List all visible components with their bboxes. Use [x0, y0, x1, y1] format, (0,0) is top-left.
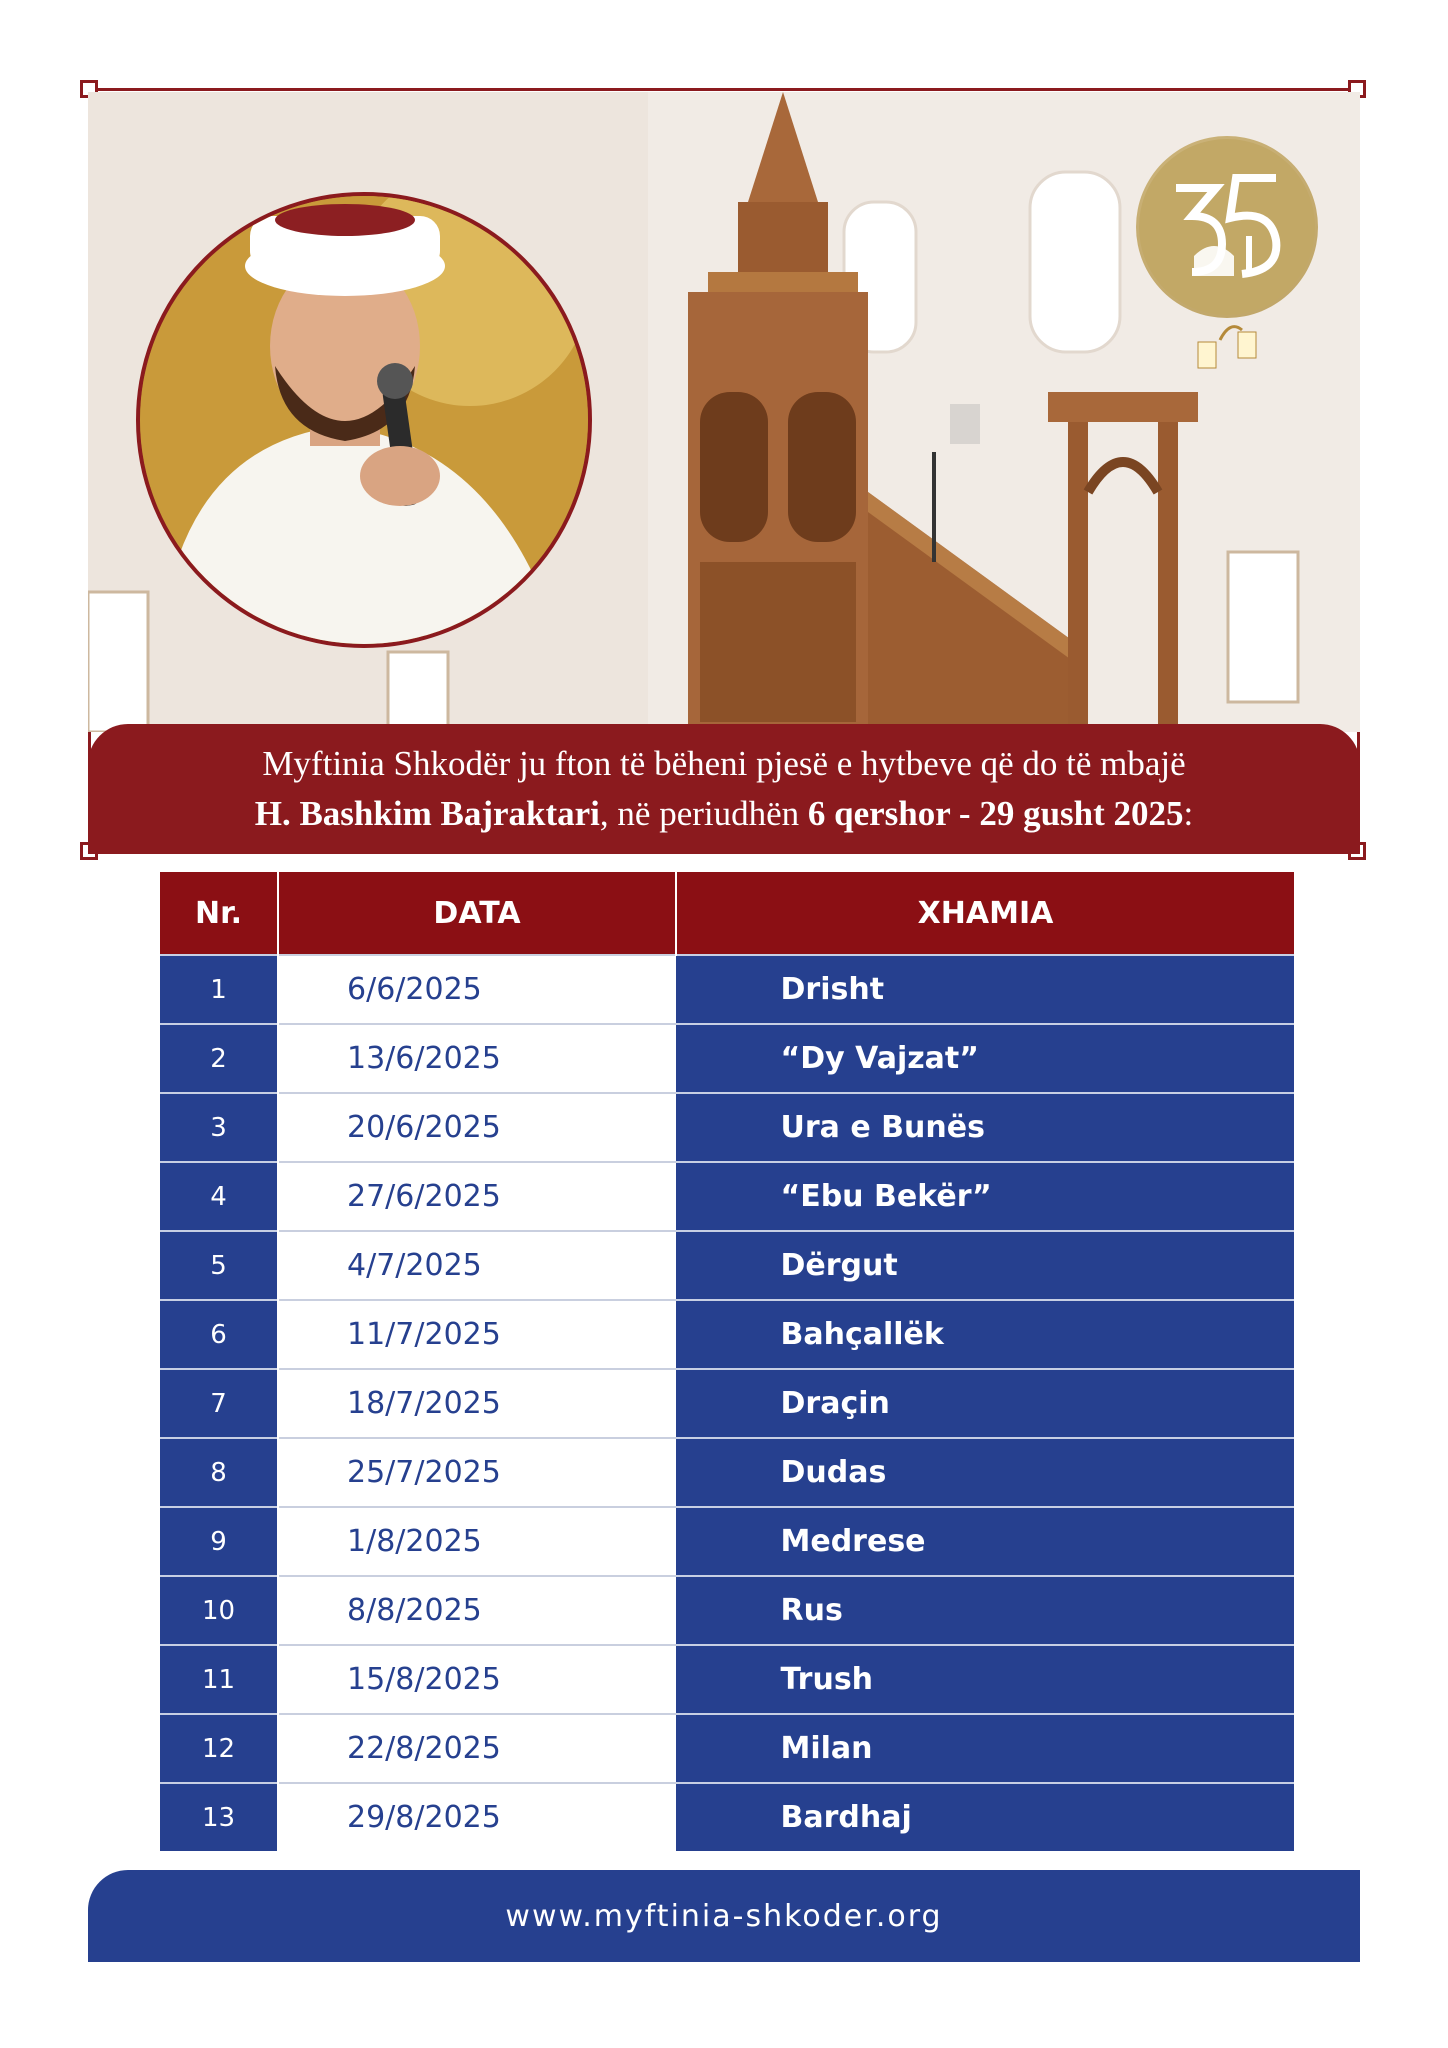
row-date: 6/6/2025 [278, 955, 676, 1024]
row-mosque: Dërgut [676, 1231, 1294, 1300]
table-row [160, 1576, 1294, 1645]
table-row [160, 1507, 1294, 1576]
table-row [160, 955, 1294, 1024]
row-date: 18/7/2025 [278, 1369, 676, 1438]
table-row [160, 1231, 1294, 1300]
header-mosque: XHAMIA [676, 872, 1294, 955]
row-number: 4 [160, 1162, 278, 1231]
row-date: 4/7/2025 [278, 1231, 676, 1300]
table-row [160, 1369, 1294, 1438]
row-date: 1/8/2025 [278, 1507, 676, 1576]
row-date: 11/7/2025 [278, 1300, 676, 1369]
row-mosque: Bahçallëk [676, 1300, 1294, 1369]
row-date: 13/6/2025 [278, 1024, 676, 1093]
period-text: 6 qershor - 29 gusht 2025 [807, 794, 1184, 833]
row-mosque: Draçin [676, 1369, 1294, 1438]
row-mosque: Ura e Bunës [676, 1093, 1294, 1162]
website-link[interactable]: www.myftinia-shkoder.org [505, 1898, 943, 1934]
table-row [160, 1645, 1294, 1714]
row-number: 12 [160, 1714, 278, 1783]
row-number: 3 [160, 1093, 278, 1162]
row-mosque: “Dy Vajzat” [676, 1024, 1294, 1093]
table-header-row [160, 872, 1294, 955]
invitation-banner [88, 724, 1360, 854]
row-mosque: Milan [676, 1714, 1294, 1783]
row-date: 8/8/2025 [278, 1576, 676, 1645]
row-mosque: Drisht [676, 955, 1294, 1024]
table-row [160, 1438, 1294, 1507]
row-number: 7 [160, 1369, 278, 1438]
row-number: 8 [160, 1438, 278, 1507]
table-row [160, 1783, 1294, 1851]
row-date: 15/8/2025 [278, 1645, 676, 1714]
row-mosque: Rus [676, 1576, 1294, 1645]
speaker-name: H. Bashkim Bajraktari [254, 794, 600, 833]
schedule-table [160, 872, 1294, 1851]
footer-bar [88, 1870, 1360, 1962]
row-date: 29/8/2025 [278, 1783, 676, 1851]
row-date: 20/6/2025 [278, 1093, 676, 1162]
row-mosque: Trush [676, 1645, 1294, 1714]
row-date: 27/6/2025 [278, 1162, 676, 1231]
row-number: 10 [160, 1576, 278, 1645]
row-mosque: “Ebu Bekër” [676, 1162, 1294, 1231]
row-mosque: Medrese [676, 1507, 1294, 1576]
table-row [160, 1093, 1294, 1162]
row-number: 6 [160, 1300, 278, 1369]
header-nr: Nr. [160, 872, 278, 955]
row-date: 22/8/2025 [278, 1714, 676, 1783]
table-row [160, 1024, 1294, 1093]
row-number: 11 [160, 1645, 278, 1714]
row-date: 25/7/2025 [278, 1438, 676, 1507]
35-anniversary-logo-icon [1136, 136, 1318, 318]
row-number: 2 [160, 1024, 278, 1093]
row-number: 13 [160, 1783, 278, 1851]
row-number: 9 [160, 1507, 278, 1576]
header-date: DATA [278, 872, 676, 955]
banner-middle-text: , në periudhën [599, 794, 808, 833]
row-number: 1 [160, 955, 278, 1024]
table-row [160, 1714, 1294, 1783]
banner-end-text: : [1183, 794, 1194, 833]
speaker-portrait [136, 192, 592, 648]
banner-details-text [255, 789, 1194, 839]
row-number: 5 [160, 1231, 278, 1300]
table-row [160, 1300, 1294, 1369]
banner-intro-text: Myftinia Shkodër ju fton të bëheni pjesë e hytbeve që do të mbajë [262, 744, 1186, 783]
row-mosque: Bardhaj [676, 1783, 1294, 1851]
row-mosque: Dudas [676, 1438, 1294, 1507]
table-row [160, 1162, 1294, 1231]
